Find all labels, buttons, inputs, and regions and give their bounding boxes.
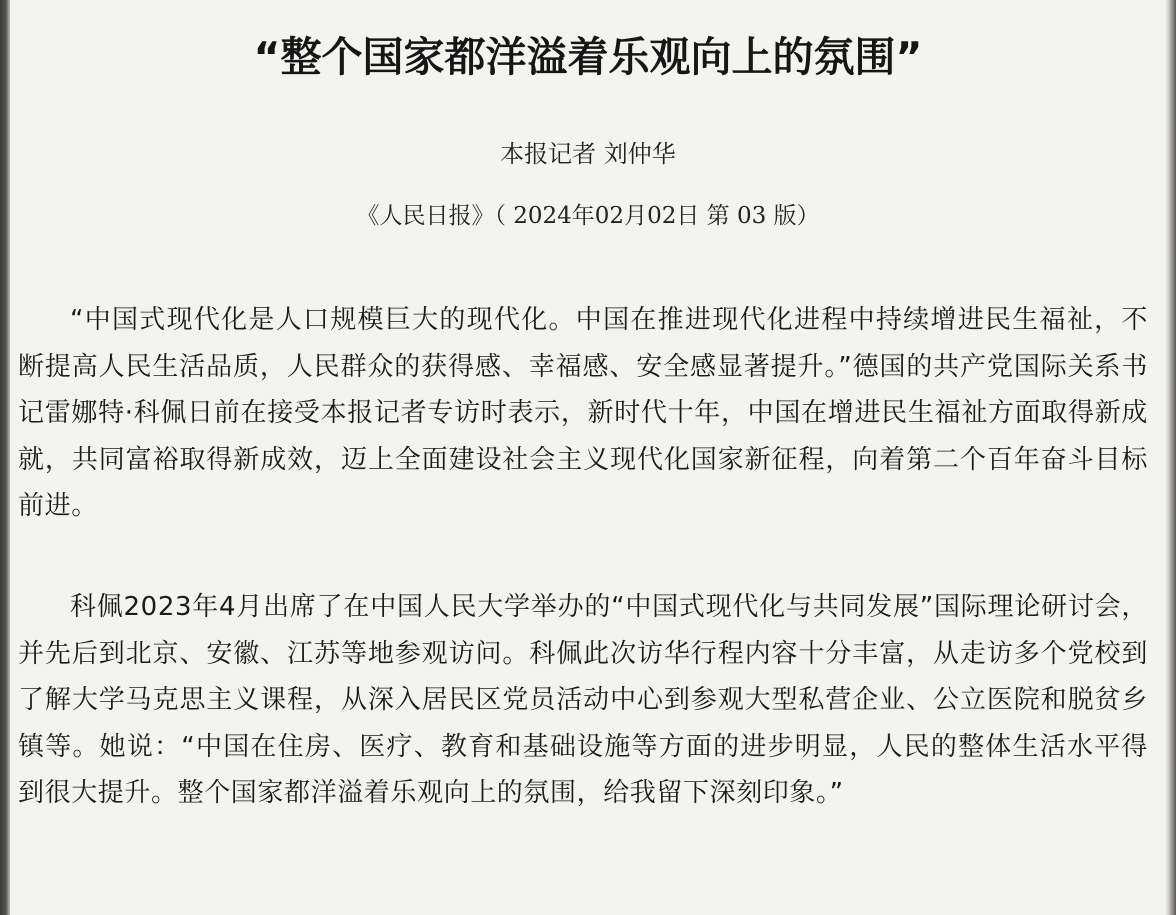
article-title: “整个国家都洋溢着乐观向上的氛围” — [253, 33, 923, 81]
article-source: 《人民日报》（ 2024年02月02日 第 03 版） — [356, 203, 820, 229]
article-paragraph-1: “中国式现代化是人口规模巨大的现代化。中国在推进现代化进程中持续增进民生福祉，不断提高人民生活品质，人民群众的获得感、幸福感、安全感显著提升。”德国的共产党国际关系书记雷娜特·科佩日前在接受本报记者专访时表示，新时代十年，中国在增进民生福祉方面取得新成就，共同富裕取得新成效，迈上全面建设社会主义现代化国家新征程，向着第二个百年奋斗目标前进。 — [18, 305, 1148, 522]
article-byline: 本报记者 刘仲华 — [500, 140, 676, 168]
article-paragraph-2: 科佩2023年4月出席了在中国人民大学举办的“中国式现代化与共同发展”国际理论研讨会，并先后到北京、安徽、江苏等地参观访问。科佩此次访华行程内容十分丰富，从走访多个党校到了解大学马克思主义课程，从深入居民区党员活动中心到参观大型私营企业、公立医院和脱贫乡镇等。她说：“中国在住房、医疗、教育和基础设施等方面的进步明显，人民的整体生活水平得到很大提升。整个国家都洋溢着乐观向上的氛围，给我留下深刻印象。” — [18, 592, 1148, 809]
article-page — [10, 0, 1166, 915]
